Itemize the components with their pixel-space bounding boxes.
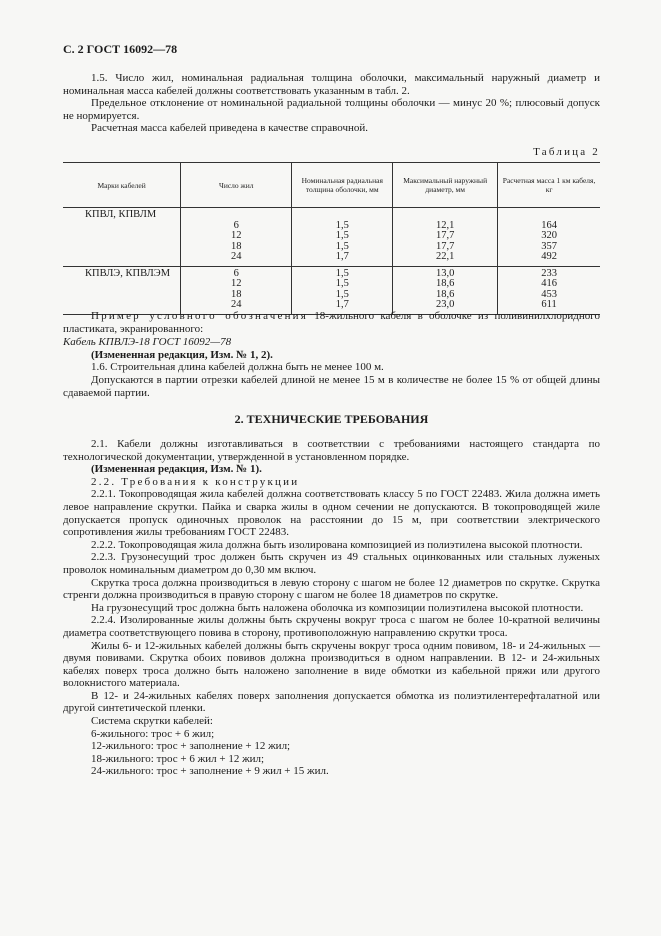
table-2	[63, 162, 600, 315]
paragraph: Скрутка троса должна производиться в левую сторону с шагом не более 12 диаметров по скрутке. Скрутка стренги должна производиться в правую сторону с шагом не более 18 диаметров по скрутке.	[63, 576, 600, 602]
example-rest: 18-жильного кабеля в оболочке из поливинилхлоридного пластиката, экранированного:	[63, 310, 600, 335]
paragraph: 2.2.4. Изолированные жилы должны быть скручены вокруг троса с шагом не более 10-кратной величины диаметра соответствующего повива в сторону, противоположную направлению скрутки троса.	[63, 614, 600, 639]
paragraph: 1.5. Число жил, номинальная радиальная толщина оболочки, максимальный наружный диаметр и номинальная масса кабелей должны соответствовать указанным в табл. 2.	[63, 72, 600, 97]
cell-value: 6	[233, 219, 239, 231]
example-lead: Пример условного обозначения	[91, 310, 309, 322]
cell-value: 6	[233, 267, 239, 279]
cell-value: 453	[541, 288, 557, 300]
cell-value: 23,0	[435, 299, 455, 310]
column-header: Марки кабелей	[63, 163, 181, 208]
cell-value: 18,6	[435, 278, 455, 289]
cell-value: 18	[230, 240, 242, 252]
cores-cell	[181, 208, 292, 267]
change-note: (Измененная редакция, Изм. № 1, 2).	[91, 348, 273, 361]
cell-value: 1,5	[335, 240, 349, 252]
mass-cell	[498, 266, 600, 314]
designation-formula: Кабель КПВЛЭ-18 ГОСТ 16092—78	[63, 336, 232, 349]
section-title: 2. ТЕХНИЧЕСКИЕ ТРЕБОВАНИЯ	[234, 412, 429, 426]
column-header: Расчетная масса 1 км кабеля, кг	[498, 163, 600, 208]
cell-value: 357	[541, 240, 557, 252]
table-row	[63, 208, 600, 267]
table-caption: Таблица 2	[533, 146, 600, 158]
paragraph: Допускаются в партии отрезки кабелей длиной не менее 15 м в количестве не более 15 % от общей длины сдаваемой партии.	[63, 373, 600, 399]
cell-value: 12	[230, 230, 242, 241]
paragraph	[63, 310, 600, 335]
section-2-body	[63, 438, 600, 778]
change-note: (Измененная редакция, Изм. № 1).	[91, 463, 262, 476]
paragraph: Расчетная масса кабелей приведена в качестве справочной.	[91, 122, 369, 135]
diameter-cell	[393, 266, 498, 314]
paragraph: В 12- и 24-жильных кабелях поверх заполнения допускается обмотка из полиэтилентерефталатной или другой синтетической пленки.	[63, 689, 600, 715]
paragraph: 2.1. Кабели должны изготавливаться в соответствии с требованиями настоящего стандарта по технологической документации, утвержденной в установленном порядке.	[63, 438, 600, 463]
paragraph: Предельное отклонение от номинальной радиальной толщины оболочки — минус 20 %; плюсовый допуск не нормируется.	[63, 97, 600, 122]
diameter-cell	[393, 208, 498, 267]
brand-cell: КПВЛ, КПВЛМ	[63, 208, 181, 267]
list-item: 12-жильного: трос + заполнение + 12 жил;	[91, 740, 291, 753]
thickness-cell	[292, 266, 393, 314]
cell-value: 12	[230, 278, 242, 289]
example-block	[63, 310, 600, 399]
table-row	[63, 266, 600, 314]
mass-cell	[498, 208, 600, 267]
cell-value: 17,7	[435, 240, 455, 252]
cell-value: 1,5	[335, 230, 349, 241]
cell-value: 13,0	[435, 267, 455, 279]
column-header: Максимальный наружный диаметр, мм	[393, 163, 498, 208]
section-1-5	[63, 72, 600, 135]
list-item: Система скрутки кабелей:	[91, 715, 213, 728]
cell-value: 18	[230, 288, 242, 300]
column-header: Номинальная радиальная толщина оболочки, мм	[292, 163, 393, 208]
cell-value: 492	[541, 251, 557, 262]
cell-value: 1,5	[335, 267, 349, 279]
cell-value: 22,1	[435, 251, 455, 262]
cell-value: 1,7	[335, 251, 349, 262]
list-item: 18-жильного: трос + 6 жил + 12 жил;	[91, 752, 265, 765]
column-header: Число жил	[181, 163, 292, 208]
cell-value: 416	[541, 278, 557, 289]
paragraph: 2.2.2. Токопроводящая жила должна быть изолирована композицией из полиэтилена высокой плотности.	[91, 538, 583, 551]
cores-cell	[181, 266, 292, 314]
cell-value: 320	[541, 230, 557, 241]
cell-value: 24	[230, 299, 242, 310]
cell-value: 1,5	[335, 278, 349, 289]
paragraph: Жилы 6- и 12-жильных кабелей должны быть скручены вокруг троса одним повивом, 18- и 24-жильных — двумя повивами. Скрутка обоих повивов должна производиться в одном направлении. В 12- и 24-жильных кабелях поверх троса должно быть наложено заполнение в виде обмотки из кабельной пряжи или другого волокнистого материала.	[63, 639, 600, 690]
cell-value: 611	[541, 299, 557, 310]
paragraph: 1.6. Строительная длина кабелей должна быть не менее 100 м.	[91, 361, 384, 374]
cell-value: 17,7	[435, 230, 455, 241]
paragraph: На грузонесущий трос должна быть наложена оболочка из композиции полиэтилена высокой плотности.	[91, 601, 584, 614]
cell-value: 1,7	[335, 299, 349, 310]
cell-value: 233	[541, 267, 557, 279]
brand-cell: КПВЛЭ, КПВЛЭМ	[63, 266, 181, 314]
paragraph: 2.2.1. Токопроводящая жила кабелей должна соответствовать классу 5 по ГОСТ 22483. Жила должна иметь левое направление скрутки. Пайка и сварка жилы в одном сечении не допускаются. В токопроводящей жиле допускается пропуск одиночных проволок на расстоянии до 15 м, при соответствии электрического сопротивления жилы требованиям ГОСТ 22483.	[63, 488, 600, 539]
cell-value: 24	[230, 251, 242, 262]
list-item: 24-жильного: трос + заполнение + 9 жил + 15 жил.	[91, 765, 329, 778]
cell-value: 12,1	[435, 219, 455, 231]
paragraph: 2.2. Требования к конструкции	[91, 475, 300, 488]
table-header-row	[63, 163, 600, 208]
cell-value: 164	[541, 219, 557, 231]
paragraph: 2.2.3. Грузонесущий трос должен быть скручен из 49 стальных оцинкованных или стальных луженых проволок номинальным диаметром до 0,30 мм включ.	[63, 551, 600, 576]
cell-value: 1,5	[335, 219, 349, 231]
thickness-cell	[292, 208, 393, 267]
list-item: 6-жильного: трос + 6 жил;	[91, 727, 215, 740]
page-header: С. 2 ГОСТ 16092—78	[63, 42, 178, 56]
cell-value: 1,5	[335, 288, 349, 300]
cell-value: 18,6	[435, 288, 455, 300]
